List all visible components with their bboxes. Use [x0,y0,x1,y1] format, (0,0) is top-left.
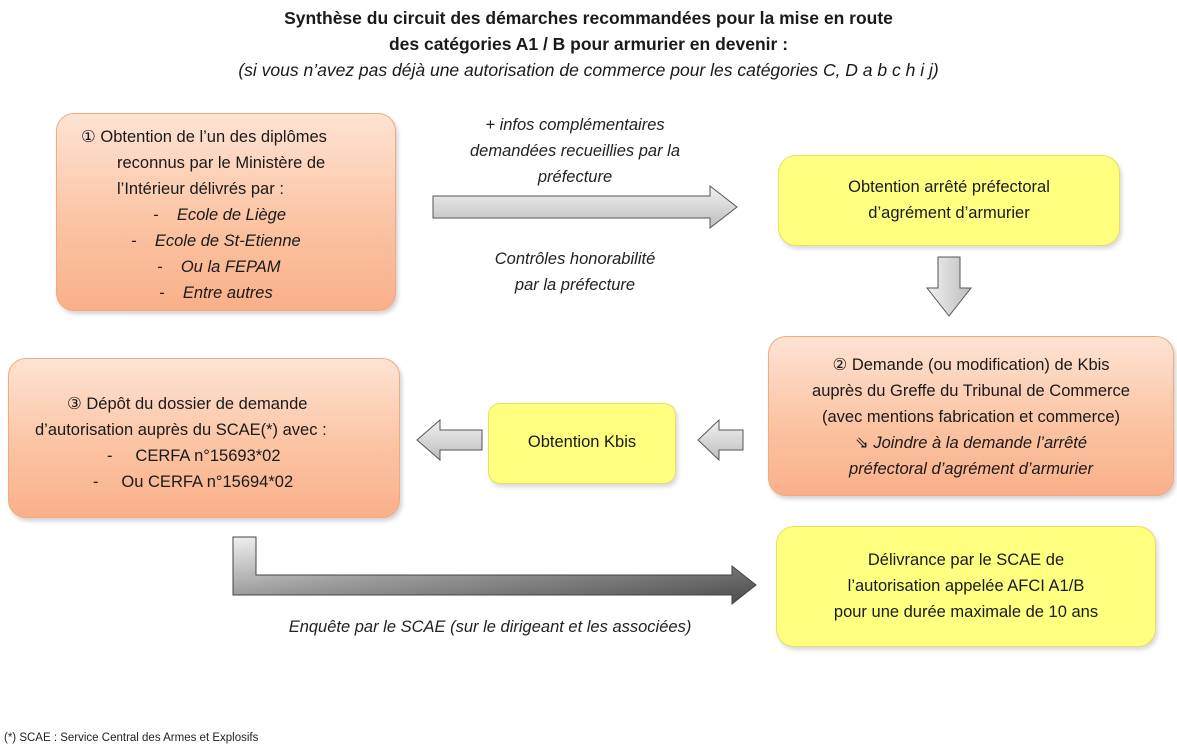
step1-item-label: Ou la FEPAM [180,258,281,276]
delivrance-line-1: Délivrance par le SCAE de [867,551,1065,569]
title-line-3: (si vous n’avez pas déjà une autorisation de commerce pour les catégories C, D a b c h i j) [238,60,939,80]
enquete-label: Enquête par le SCAE (sur le dirigeant et les associées) [288,618,692,636]
step1-diplomes-box [56,113,396,311]
arrow-down-right-icon: ⇘ [854,434,869,452]
step1-line-2: reconnus par le Ministère de [117,154,326,172]
arrow-label-infos-line-1: + infos complémentaires [485,116,665,134]
step3-line-1: ③ Dépôt du dossier de demande [67,395,308,413]
step1-item: - Entre autres [159,284,273,302]
arrow-label-infos-line-3: préfecture [537,168,613,186]
step3-item-label: Ou CERFA n°15694*02 [121,473,294,491]
arrow-label-infos [430,112,720,190]
delivrance-line-3: pour une durée maximale de 10 ans [833,603,1099,621]
title-line-1: Synthèse du circuit des démarches recommandées pour la mise en route [284,8,893,28]
left-arrow-icon [697,419,747,463]
step2-kbis-demande-box [768,336,1174,496]
step1-item-label: Ecole de St-Etienne [154,232,301,250]
left-arrow-icon [416,419,486,463]
title-line-2: des catégories A1 / B pour armurier en devenir : [388,34,789,54]
step2-line-4 [769,430,1173,456]
step2-line-3: (avec mentions fabrication et commerce) [821,408,1121,426]
step2-line-4-text: Joindre à la demande l’arrêté [873,434,1088,452]
arrete-line-1: Obtention arrêté préfectoral [848,178,1050,196]
step1-line-3: l’Intérieur délivrés par : [117,180,284,198]
step2-line-5: préfectoral d’agrément d’armurier [849,460,1093,478]
bent-arrow-icon [232,536,762,606]
arrow-label-controles [430,246,720,298]
arrow-label-controles-line-2: par la préfecture [514,276,636,294]
arrow-label-controles-line-1: Contrôles honorabilité [494,250,656,268]
delivrance-box [776,526,1156,647]
obtention-kbis-box [488,403,676,484]
step3-item: - Ou CERFA n°15694*02 [93,473,294,491]
delivrance-line-2: l’autorisation appelée AFCI A1/B [847,577,1085,595]
step1-item: - Ou la FEPAM [157,258,281,276]
step1-item-label: Ecole de Liège [176,206,287,224]
step1-item-label: Entre autres [182,284,273,302]
kbis-label: Obtention Kbis [527,433,637,451]
step1-item: - Ecole de St-Etienne [131,232,301,250]
arrete-prefectoral-box [778,155,1120,246]
step3-depot-dossier-box [8,358,400,518]
step2-line-2: auprès du Greffe du Tribunal de Commerce [812,382,1130,400]
down-arrow-icon [925,256,975,318]
step2-line-1: ② Demande (ou modification) de Kbis [832,356,1110,374]
step3-item: - CERFA n°15693*02 [107,447,281,465]
arrow-label-infos-line-2: demandées recueillies par la [469,142,681,160]
right-arrow-icon [432,182,742,232]
footnote: (*) SCAE : Service Central des Armes et Explosifs [4,732,259,744]
step1-line-1: ① Obtention de l’un des diplômes [81,128,327,146]
step1-item: - Ecole de Liège [153,206,287,224]
step3-line-2: d’autorisation auprès du SCAE(*) avec : [35,421,327,439]
arrete-line-2: d’agrément d’armurier [868,204,1030,222]
step3-item-label: CERFA n°15693*02 [135,447,281,465]
